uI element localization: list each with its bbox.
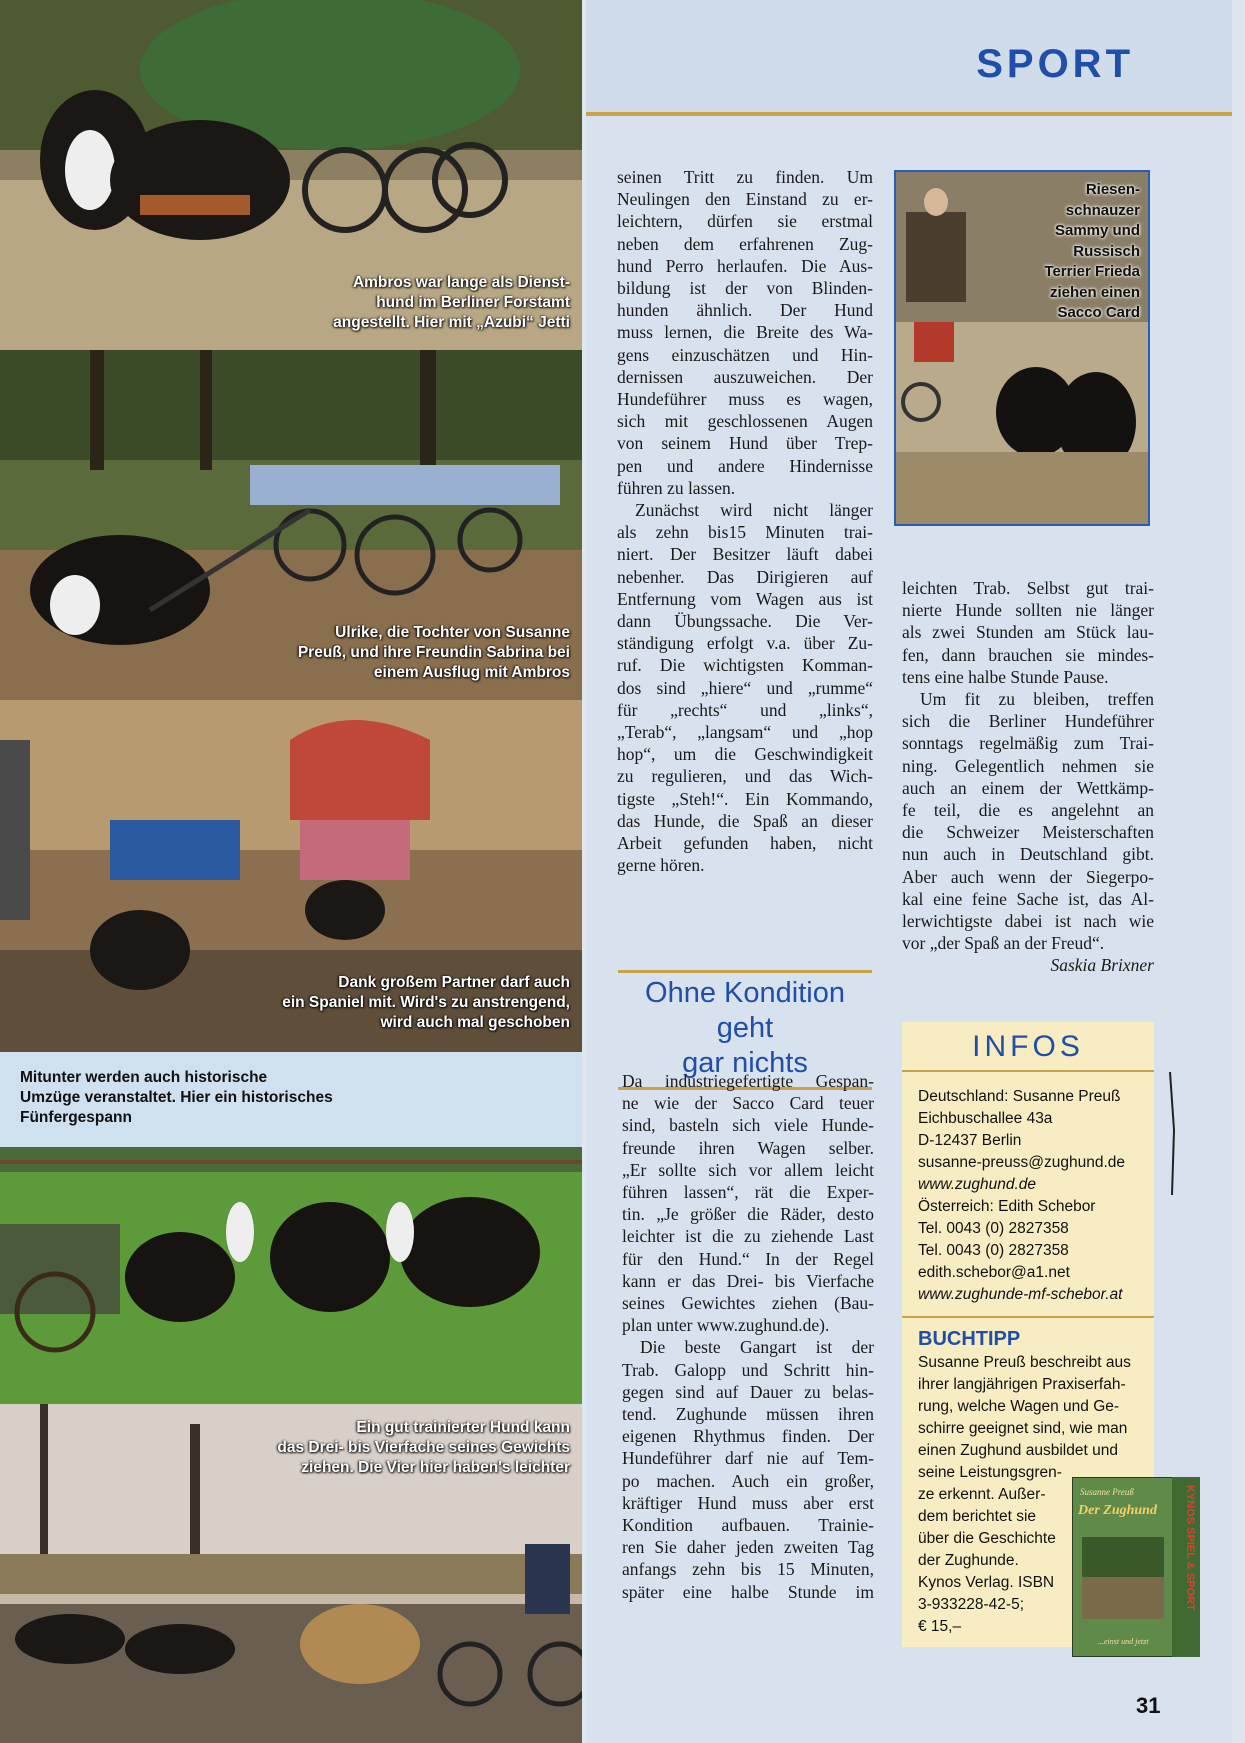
caption-line: schnauzer xyxy=(1065,201,1140,219)
text-line: Da industriegefertigte Gespan- xyxy=(622,1071,874,1091)
pen-mark xyxy=(1160,1070,1190,1200)
text-line: lerwichtigste dabei ist nach wie xyxy=(902,911,1154,932)
text-line: tens eine halbe Stunde Pause. xyxy=(902,666,1109,687)
text-line: leichtern, dürfen sie erstmal xyxy=(617,211,873,232)
info-line: Österreich: Edith Schebor xyxy=(918,1198,1096,1215)
text-line: nebenher. Das Dirigieren auf xyxy=(617,566,873,587)
caption-line: Riesen- xyxy=(1085,181,1140,198)
text-line: niert. Der Besitzer läuft dabei xyxy=(617,544,873,565)
text-line: leichter ist die zu ziehende Last xyxy=(622,1226,874,1247)
text-line: ruf. Die wichtigsten Komman- xyxy=(617,655,873,676)
text-line: gens einzuschätzen und Hin- xyxy=(617,344,873,365)
info-line: Tel. 0043 (0) 2827358 xyxy=(918,1242,1069,1259)
article-column-2 xyxy=(902,577,1154,977)
text-line: Hundeführer muss es wagen, xyxy=(617,389,873,410)
text-line: fen, dann brauchen sie mindes- xyxy=(902,644,1154,665)
caption-line: das Drei- bis Vierfache seines Gewichts xyxy=(277,1439,570,1456)
caption-line: angestellt. Hier mit „Azubi“ Jetti xyxy=(333,314,570,331)
info-line: einen Zughund ausbildet und xyxy=(918,1442,1118,1459)
photo-historic-five-dog-team xyxy=(0,1052,582,1404)
caption-line: Sammy und xyxy=(1054,222,1140,239)
text-line: hunden ähnlich. Der Hund xyxy=(617,300,873,321)
email-link[interactable]: susanne-preuss@zughund.de xyxy=(918,1154,1126,1171)
info-line: rung, welche Wagen und Ge- xyxy=(918,1398,1120,1415)
book-cover xyxy=(1072,1477,1200,1657)
text-line: kräftiger Hund muss aber erst xyxy=(622,1492,874,1513)
caption-line: ziehen. Die Vier hier haben's leichter xyxy=(301,1459,570,1476)
text-line: für „rechts“ und „links“, xyxy=(617,699,873,720)
info-line: Deutschland: Susanne Preuß xyxy=(918,1088,1121,1105)
text-line: neben dem erfahrenen Zug- xyxy=(617,233,873,254)
book-subtitle: ...einst und jetzt xyxy=(1098,1637,1149,1646)
text-line: muss lernen, die Breite des Wa- xyxy=(617,322,873,343)
text-line: Um fit zu bleiben, treffen xyxy=(920,689,1154,710)
text-line: eigenen Rhythmus finden. Der xyxy=(622,1426,874,1447)
section-title: SPORT xyxy=(976,42,1134,86)
text-line: führen lassen“, rät die Exper- xyxy=(622,1182,874,1203)
text-line: nun auch in Deutschland gibt. xyxy=(902,844,1154,865)
text-line: nierte Hunde sollten nie länger xyxy=(902,600,1154,621)
book-spine: KYNOS SPIEL & SPORT xyxy=(1184,1485,1196,1611)
caption-line: ziehen einen xyxy=(1049,283,1140,301)
text-line: anfangs zehn bis 15 Minuten, xyxy=(622,1559,874,1580)
text-line: später eine halbe Stunde im xyxy=(622,1581,874,1602)
text-line: führen zu lassen. xyxy=(617,477,736,498)
section-header xyxy=(586,0,1232,116)
text-line: sind, basteln sich viele Hunde- xyxy=(622,1115,874,1136)
info-line: seine Leistungsgren- xyxy=(918,1464,1062,1481)
text-line: ständigung erfolgt v.a. über Zu- xyxy=(617,633,873,654)
caption-line: hund im Berliner Forstamt xyxy=(376,294,570,311)
text-line: bildung ist der von Blinden- xyxy=(617,278,873,299)
text-line: Arbeit gefunden haben, nicht xyxy=(617,833,873,854)
text-line: seinen Tritt zu finden. Um xyxy=(617,167,873,187)
info-line: Tel. 0043 (0) 2827358 xyxy=(918,1220,1069,1237)
info-line: dem berichtet sie xyxy=(918,1508,1037,1525)
info-line: ze erkennt. Außer- xyxy=(918,1486,1046,1503)
info-line: ihrer langjährigen Praxiserfah- xyxy=(918,1376,1126,1393)
text-line: Trab. Galopp und Schritt hin- xyxy=(622,1359,874,1380)
caption-line: Ein gut trainierter Hund kann xyxy=(356,1419,570,1436)
text-line: tin. „Je größer die Räder, desto xyxy=(622,1204,874,1225)
email-link[interactable]: edith.schebor@a1.net xyxy=(918,1264,1070,1281)
text-line: gegen sind auf Dauer zu belas- xyxy=(622,1381,874,1402)
caption-line: Umzüge veranstaltet. Hier ein historisches xyxy=(20,1089,333,1106)
info-line: D-12437 Berlin xyxy=(918,1132,1022,1149)
photo-four-dogs-park xyxy=(0,1404,582,1743)
caption-line: ein Spaniel mit. Wird's zu anstrengend, xyxy=(282,994,570,1011)
divider xyxy=(902,1316,1154,1318)
page-number: 31 xyxy=(1136,1693,1161,1718)
article-column-1-top xyxy=(617,166,873,877)
text-line: die Schweizer Meisterschaften xyxy=(902,822,1154,843)
info-line: schirre geeignet sind, wie man xyxy=(918,1420,1128,1437)
text-line: sonntags regelmäßig zum Trai- xyxy=(902,733,1154,754)
photo-girls-on-cart xyxy=(0,350,582,700)
text-line: seines Gewichtes ziehen (Bau- xyxy=(622,1293,874,1314)
text-line: dernissen auszuweichen. Der xyxy=(617,366,873,387)
text-line: tigste „Steh!“. Ein Kommando, xyxy=(617,788,873,809)
text-line: hund Perro herlaufen. Die Aus- xyxy=(617,255,873,276)
text-line: von seinem Hund über Trep- xyxy=(617,433,873,454)
text-line: tend. Zughunde müssen ihren xyxy=(622,1404,874,1425)
info-line: € 15,– xyxy=(918,1618,962,1635)
text-line: für den Hund.“ In der Regel xyxy=(622,1248,874,1269)
infos-contacts xyxy=(918,1086,1125,1306)
website-link[interactable]: www.zughund.de xyxy=(918,1176,1037,1193)
text-line: Die beste Gangart ist der xyxy=(640,1337,874,1358)
caption-line: Dank großem Partner darf auch xyxy=(338,974,570,991)
text-line: leichten Trab. Selbst gut trai- xyxy=(902,578,1154,598)
book-title: Der Zughund xyxy=(1078,1503,1157,1518)
text-line: Entfernung vom Wagen aus ist xyxy=(617,588,873,609)
info-line: Kynos Verlag. ISBN xyxy=(918,1574,1055,1591)
text-line: zu regulieren, und das Wich- xyxy=(617,766,873,787)
info-line: der Zughunde. xyxy=(918,1552,1019,1569)
text-line: Zunächst wird nicht länger xyxy=(635,500,873,521)
caption-line: wird auch mal geschoben xyxy=(380,1014,570,1031)
text-line: pen und andere Hindernisse xyxy=(617,455,873,476)
caption-line: Sacco Card xyxy=(1057,304,1140,321)
info-line: Eichbuschallee 43a xyxy=(918,1110,1053,1127)
text-line: vor „der Spaß an der Freud“. xyxy=(902,933,1105,954)
text-line: po machen. Auch ein großer, xyxy=(622,1470,874,1491)
text-line: als zwei Stunden am Stück lau- xyxy=(902,622,1154,643)
photo-dogs-with-tree-cart xyxy=(0,0,582,350)
text-line: das Hunde, die Spaß an dieser xyxy=(617,810,873,831)
text-line: Kondition aufbauen. Trainie- xyxy=(622,1515,874,1536)
caption-line: Russisch xyxy=(1073,242,1140,260)
caption-line: Terrier Frieda xyxy=(1044,263,1140,280)
text-line: „Terab“, „langsam“ und „hop xyxy=(617,722,873,743)
info-line: über die Geschichte xyxy=(918,1530,1056,1547)
text-line: hop“, um die Geschwindigkeit xyxy=(617,744,873,765)
website-link[interactable]: www.zughunde-mf-schebor.at xyxy=(918,1286,1123,1303)
text-line: Neulingen den Einstand zu er- xyxy=(617,189,873,210)
article-column-1-bottom xyxy=(622,1070,874,1603)
text-line: ning. Gelegentlich nehmen sie xyxy=(902,755,1154,776)
caption-line: Mitunter werden auch historische xyxy=(20,1069,268,1086)
text-line: kann er das Drei- bis Vierfache xyxy=(622,1270,874,1291)
text-line: Hundeführer darf nie auf Tem- xyxy=(622,1448,874,1469)
infos-title: INFOS xyxy=(902,1022,1154,1072)
caption-line: Fünfergespann xyxy=(20,1109,132,1126)
text-line: ren Sie daher jeden zweiten Tag xyxy=(622,1537,874,1558)
info-line: 3-933228-42-5; xyxy=(918,1596,1024,1613)
photo-covered-wagon-parade xyxy=(0,700,582,1052)
caption-line: Ambros war lange als Dienst- xyxy=(352,274,570,291)
text-line: fe teil, die es angelehnt an xyxy=(902,800,1154,821)
text-line: Aber auch wenn der Siegerpo- xyxy=(902,866,1154,887)
book-author: Susanne Preuß xyxy=(1080,1487,1134,1497)
text-line: auch an einem der Wettkämp- xyxy=(902,777,1154,798)
text-line: „Er sollte sich vor allem leicht xyxy=(622,1159,874,1180)
text-line: als zehn bis15 Minuten trai- xyxy=(617,522,873,543)
text-line: kal eine feine Sache ist, das Al- xyxy=(902,888,1154,909)
text-line: plan unter www.zughund.de). xyxy=(622,1315,830,1336)
text-line: sich die Berliner Hundeführer xyxy=(902,711,1154,732)
photo-schnauzer-terrier-sacco-card xyxy=(894,170,1150,526)
text-line: gerne hören. xyxy=(617,855,705,876)
text-line: ne wie der Sacco Card teuer xyxy=(622,1093,874,1114)
subheading-line: gar nichts xyxy=(682,1047,808,1079)
text-line: dann Übungssache. Die Ver- xyxy=(617,611,873,632)
caption-line: Ulrike, die Tochter von Susanne xyxy=(335,624,570,641)
caption-line: Preuß, und ihre Freundin Sabrina bei xyxy=(297,644,570,661)
subheading-line: Ohne Kondition geht xyxy=(645,977,845,1044)
text-line: sich mit geschlossenen Augen xyxy=(617,411,873,432)
info-line: Susanne Preuß beschreibt aus xyxy=(918,1354,1131,1371)
text-line: freunde ihren Wagen selber. xyxy=(622,1137,874,1158)
article-author: Saskia Brixner xyxy=(1050,955,1154,976)
text-line: dos sind „hiere“ und „rumme“ xyxy=(617,677,873,698)
buchtipp-title: BUCHTIPP xyxy=(918,1328,1021,1350)
caption-line: einem Ausflug mit Ambros xyxy=(373,664,570,681)
